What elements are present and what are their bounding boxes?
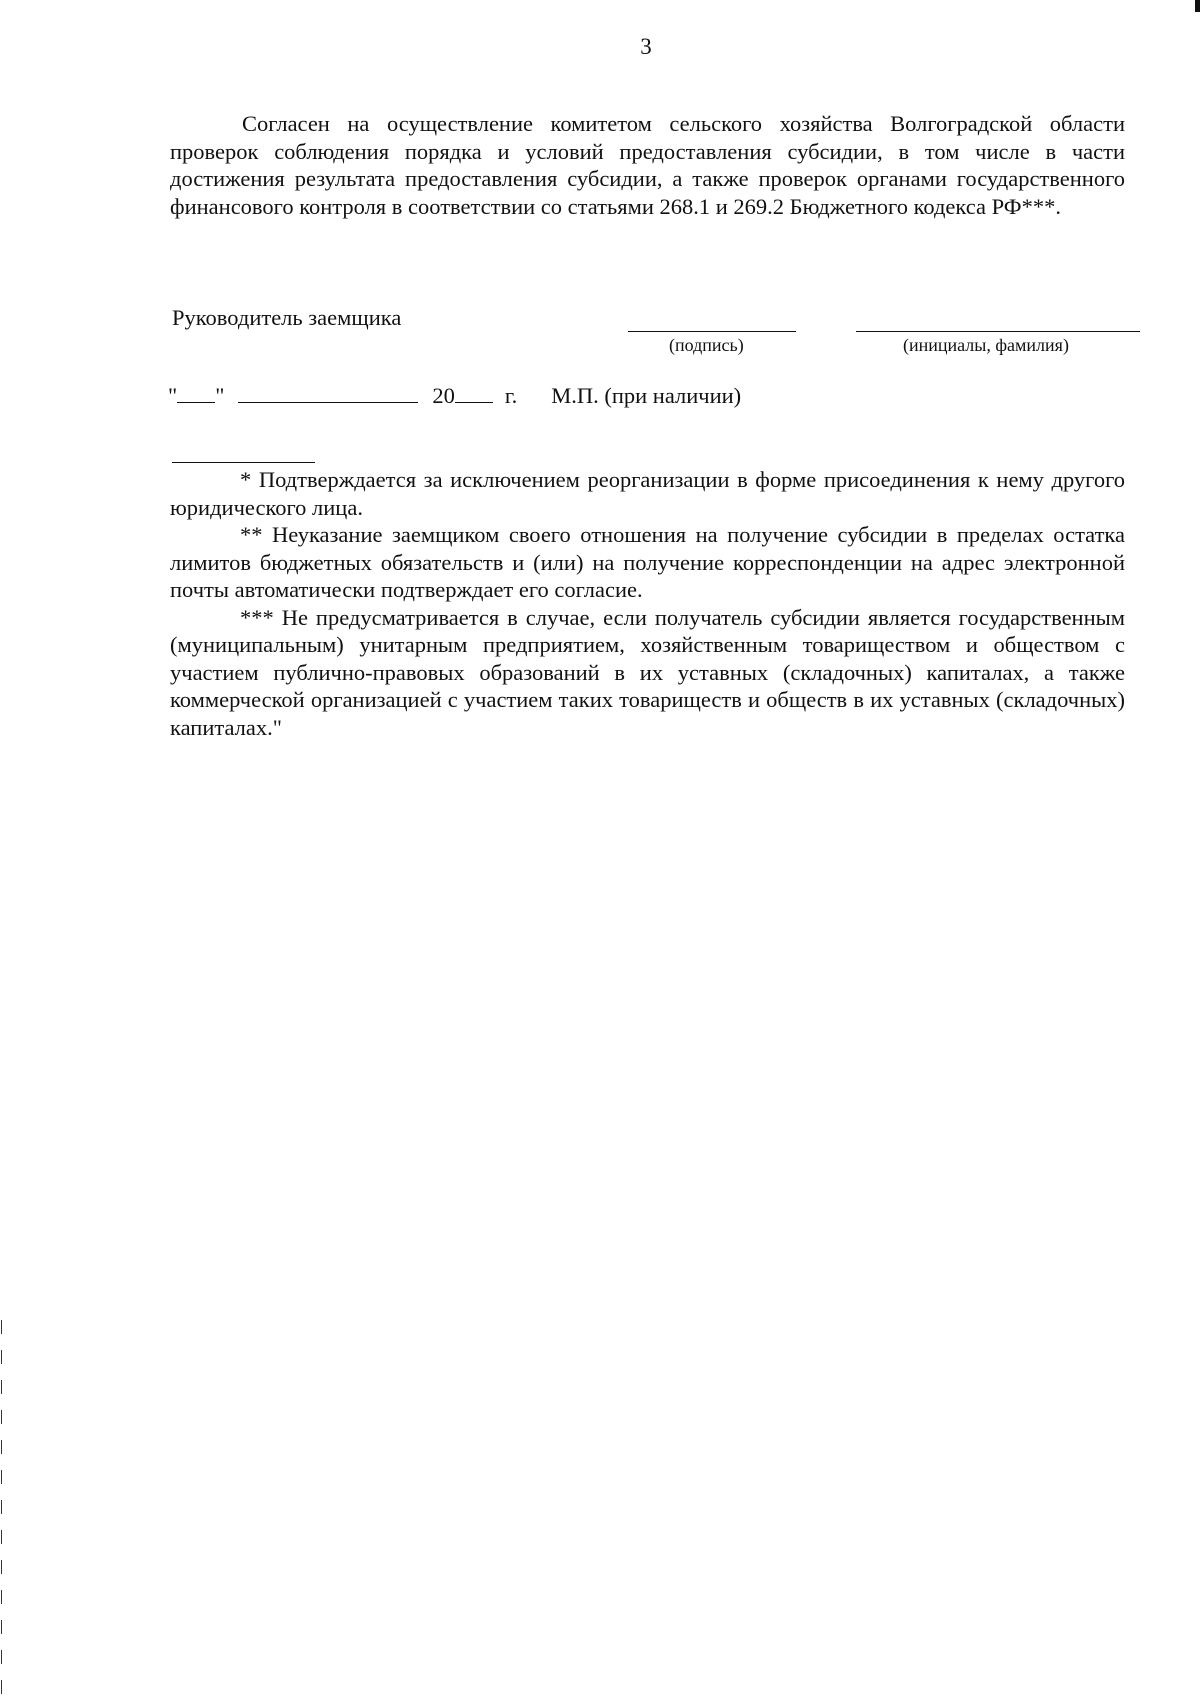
consent-section xyxy=(170,110,1125,220)
signer-label: Руководитель заемщика xyxy=(172,305,402,330)
footnote-2: ** Неуказание заемщиком своего отношения на получение субсидии в пределах остатка лимитов бюджетных обязательств и (или) на получение корреспонденции на адрес электронной почты автоматически подтверждает его согласие. xyxy=(170,522,1125,602)
footnote-3: *** Не предусматривается в случае, если получатель субсидии является государственным (муниципальным) унитарным предприятием, хозяйственным товариществом и обществом с участием публично-правовых образований в их уставных (складочных) капиталах, а также коммерческой организацией с участием таких товариществ и обществ в их уставных (складочных) капиталах." xyxy=(170,604,1125,740)
year-prefix: 20 xyxy=(432,383,455,408)
signature-line xyxy=(628,331,796,332)
year-blank xyxy=(455,380,493,403)
name-line xyxy=(856,331,1140,332)
footnote-1: * Подтверждается за исключением реорганизации в форме присоединения к нему другого юридического лица. xyxy=(170,467,1125,520)
signature-caption: (подпись) xyxy=(669,335,744,355)
consent-paragraph: Согласен на осуществление комитетом сельского хозяйства Волгоградской области проверок соблюдения порядка и условий предоставления субсидии, в том числе в части достижения результата предоставления субсидии, а также проверок органами государственного финансового контроля в соответствии со статьями 268.1 и 269.2 Бюджетного кодекса РФ***. xyxy=(170,111,1125,219)
date-line xyxy=(168,380,741,409)
name-caption: (инициалы, фамилия) xyxy=(903,335,1069,355)
date-close-quote: " xyxy=(215,383,225,408)
scan-left-edge-artifact xyxy=(1,1320,2,1695)
page-number: 3 xyxy=(640,34,652,59)
scan-edge-mark xyxy=(1195,0,1200,12)
footnote-separator xyxy=(172,462,315,463)
day-blank xyxy=(177,380,215,403)
date-open-quote: " xyxy=(168,383,178,408)
stamp-note: М.П. (при наличии) xyxy=(551,383,742,408)
footnotes-section xyxy=(170,466,1125,741)
year-suffix: г. xyxy=(504,383,518,408)
month-blank xyxy=(238,380,418,403)
